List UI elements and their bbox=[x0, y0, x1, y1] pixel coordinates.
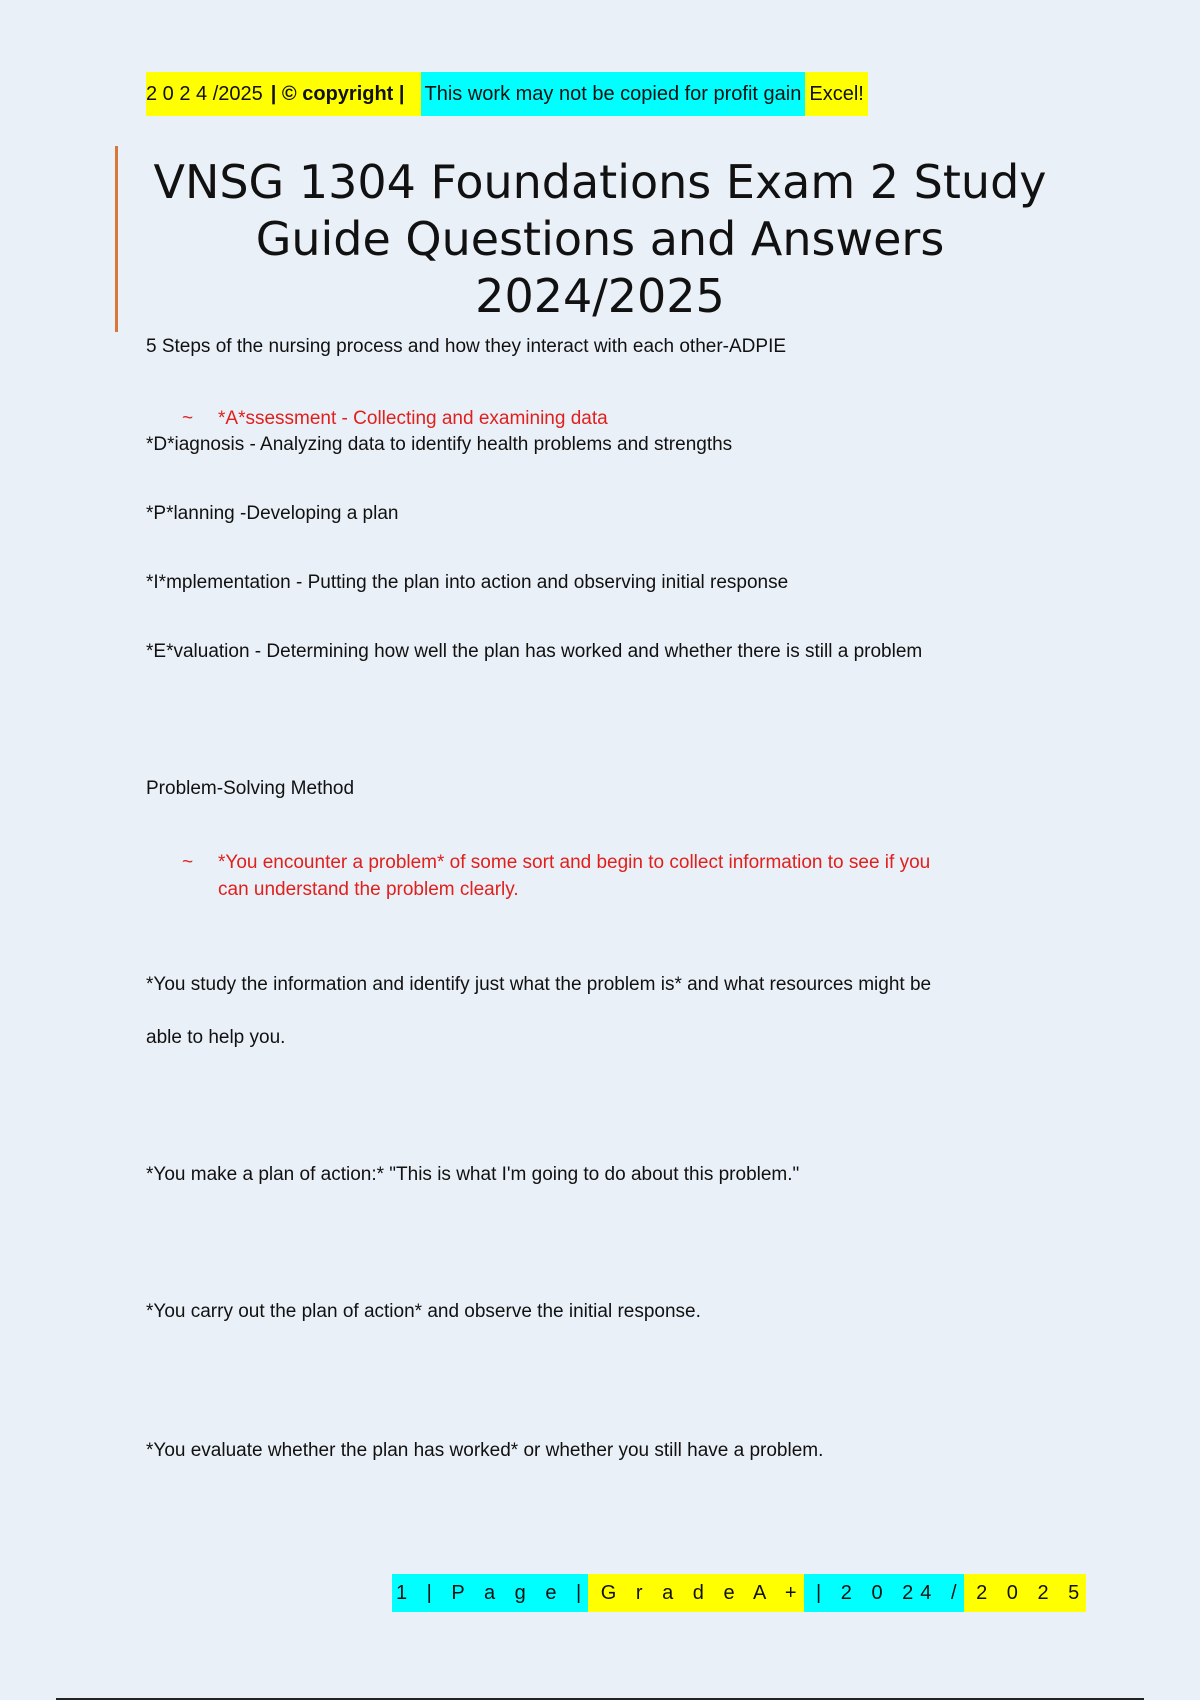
bullet-marker: ~ bbox=[182, 852, 194, 873]
problem-step1-bullet bbox=[182, 849, 1052, 903]
bullet-marker: ~ bbox=[182, 408, 194, 429]
evaluation-text: *E*valuation - Determining how well the plan has worked and whether there is still a problem bbox=[146, 641, 923, 662]
header-banner bbox=[146, 72, 868, 116]
problem-step2-line2: able to help you. bbox=[146, 1027, 286, 1048]
footer-page: 1 | P a g e | bbox=[392, 1574, 588, 1612]
problem-step1-line2: can understand the problem clearly. bbox=[218, 879, 519, 900]
footer-year-b: 2 0 2 5 bbox=[964, 1574, 1087, 1612]
footer-grade: G r a d e A + bbox=[588, 1574, 803, 1612]
header-excel: Excel! bbox=[805, 72, 867, 116]
problem-step5: *You evaluate whether the plan has worked* or whether you still have a problem. bbox=[146, 1440, 824, 1461]
problem-step2-line1: *You study the information and identify just what the problem is* and what resources might be bbox=[146, 974, 932, 995]
implementation-text: *I*mplementation - Putting the plan into action and observing initial response bbox=[146, 572, 789, 593]
problem-step1-line1: *You encounter a problem* of some sort and begin to collect information to see if you bbox=[218, 852, 931, 873]
header-notice: This work may not be copied for profit gain bbox=[421, 72, 806, 116]
page-footer bbox=[392, 1574, 1086, 1612]
section1-heading: 5 Steps of the nursing process and how they interact with each other-ADPIE bbox=[146, 336, 787, 357]
title-accent-bar bbox=[115, 146, 118, 332]
diagnosis-text: *D*iagnosis - Analyzing data to identify health problems and strengths bbox=[146, 434, 733, 455]
section2-heading: Problem-Solving Method bbox=[146, 778, 355, 799]
problem-step3: *You make a plan of action:* "This is what I'm going to do about this problem." bbox=[146, 1164, 800, 1185]
document-title: VNSG 1304 Foundations Exam 2 Study Guide Questions and Answers 2024/2025 bbox=[153, 155, 1047, 323]
header-year: 2 0 2 4 /2025 bbox=[146, 72, 269, 116]
planning-text: *P*lanning -Developing a plan bbox=[146, 503, 399, 524]
problem-step4: *You carry out the plan of action* and observe the initial response. bbox=[146, 1301, 701, 1322]
assessment-text: *A*ssessment - Collecting and examining data bbox=[218, 408, 608, 429]
header-copyright-text: | © copyright | bbox=[270, 83, 405, 105]
footer-year-a: | 2 0 24 / bbox=[804, 1574, 964, 1612]
assessment-bullet bbox=[182, 408, 608, 430]
header-copyright bbox=[269, 72, 421, 116]
